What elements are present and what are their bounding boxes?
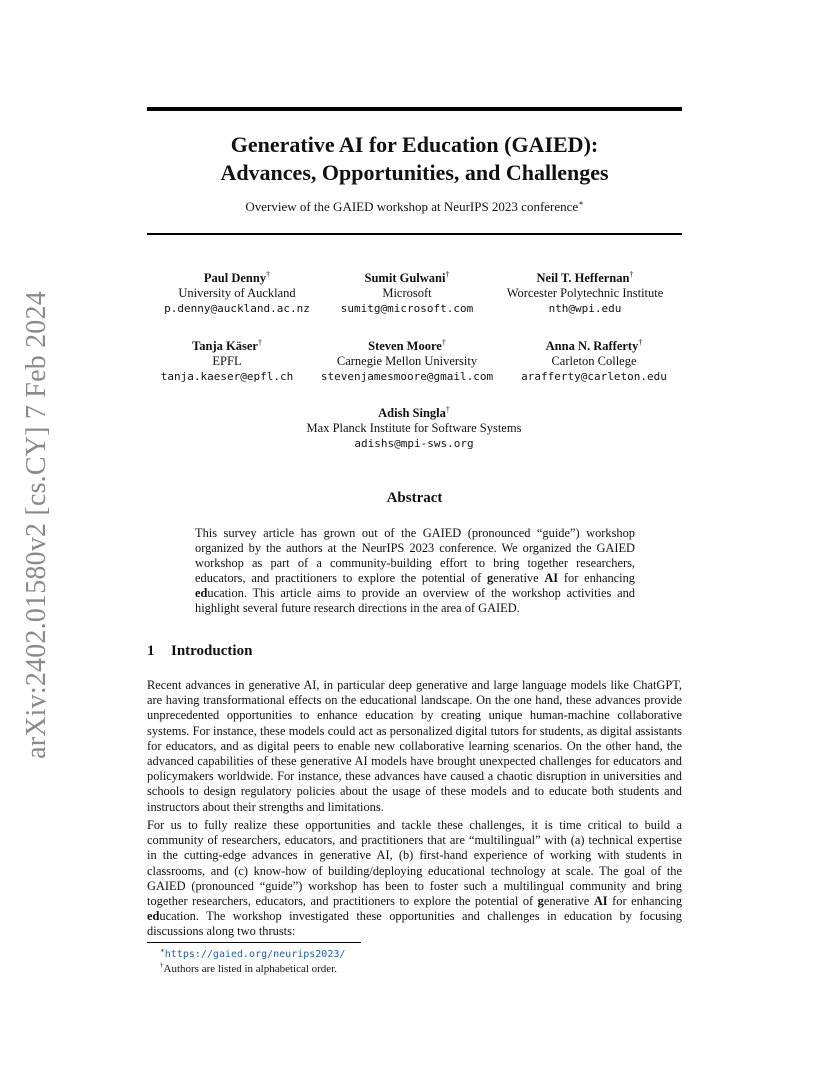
workshop-url-link[interactable]: https://gaied.org/neurips2023/ [164,949,346,960]
dagger-mark: † [629,269,634,279]
abstract-emph: g [487,571,494,585]
author-name: Anna N. Rafferty [545,339,639,353]
subtitle-footnote-mark: ∗ [578,198,584,208]
para-text: for enhancing [607,894,683,909]
para-emph: AI [593,894,608,909]
author-affiliation: Carnegie Mellon University [336,354,478,368]
author-affiliation: EPFL [212,354,242,368]
dagger-mark: † [266,269,271,279]
dagger-mark: † [257,337,262,347]
footnote-1 [160,947,345,962]
footnote-text: Authors are listed in alphabetical order. [163,963,337,975]
author-affiliation: University of Auckland [178,286,296,300]
footnote-2 [160,962,337,976]
author-name: Paul Denny [203,271,267,285]
paper-subtitle [147,199,682,215]
abstract-emph: AI [544,571,559,585]
arxiv-stamp: arXiv:2402.01580v2 [cs.CY] 7 Feb 2024 [21,291,52,759]
author-email: adishs@mpi-sws.org [354,437,474,450]
author-name: Tanja Käser [192,339,258,353]
dagger-mark: † [445,269,450,279]
author-name: Adish Singla [378,406,446,420]
title-top-rule [147,107,682,111]
author-block [485,271,685,316]
dagger-mark: † [441,337,446,347]
para-text: ucation. The workshop investigated these opportunities and challenges in education by focusing discussions along two thrusts: [147,909,682,939]
paper-title-line-2: Advances, Opportunities, and Challenges [220,160,609,185]
author-name: Neil T. Heffernan [536,271,630,285]
abstract-text: This survey article has grown out of the GAIED (pronounced “guide”) workshop organized by the authors at the NeurIPS 2023 conference. We organized the GAIED workshop as part of a community-building effort to bring together researchers, educators, and practitioners to explore the potential of [195,526,635,585]
footnote-mark: ∗ [160,946,165,955]
dagger-mark: † [638,337,643,347]
dagger-mark: † [445,404,450,414]
author-block [494,339,694,384]
author-block [127,339,327,384]
author-block [264,406,564,451]
author-affiliation: Worcester Polytechnic Institute [506,286,664,300]
author-name: Steven Moore [368,339,442,353]
para-emph: g [537,894,544,909]
footnote-mark: † [160,961,164,970]
author-block [307,271,507,316]
author-block [307,339,507,384]
abstract-emph: ed [195,586,208,600]
para-text: For us to fully realize these opportunities and tackle these challenges, it is time critical to build a community of researchers, educators, and practitioners that are “multilingual” with (a) technical expertise in the cutting-edge advances in generative AI, (b) first-hand experience of working with students in classrooms, and (c) know-how of building/deploying educational technology at scale. The goal of the GAIED (pronounced “guide”) workshop has been to foster such a multilingual community and bring together researchers, educators, and practitioners to explore the potential of [147,818,682,909]
abstract-body [195,526,635,616]
section-number: 1 [147,643,155,659]
author-name: Sumit Gulwani [364,271,446,285]
section-heading [147,643,252,660]
abstract-text: enerative [493,571,545,585]
para-emph: ed [147,909,160,924]
author-affiliation: Carleton College [551,354,637,368]
para-text: enerative [543,894,594,909]
section-title: Introduction [171,643,253,659]
abstract-text: ucation. This article aims to provide an overview of the workshop activities and highlight several future research directions in the area of GAIED. [195,586,635,615]
author-email: tanja.kaeser@epfl.ch [160,370,294,383]
author-email: p.denny@auckland.ac.nz [164,302,310,315]
footnote-rule [147,942,361,943]
author-email: stevenjamesmoore@gmail.com [320,370,494,383]
subtitle-text: Overview of the GAIED workshop at NeurIPS 2023 conference [245,199,579,214]
title-bottom-rule [147,233,682,235]
intro-paragraph-2 [147,818,682,940]
author-email: arafferty@carleton.edu [521,370,667,383]
author-affiliation: Microsoft [382,286,432,300]
paper-title-line-1: Generative AI for Education (GAIED): [230,132,599,157]
abstract-text: for enhancing [558,571,636,585]
intro-paragraph-1: Recent advances in generative AI, in particular deep generative and large language models like ChatGPT, are having transformational effects on the educational landscape. On the one hand, these advances provide unprecedented opportunities to enhance education by creating unique human-machine collaborative systems. For instance, these models could act as personalized digital tutors for students, as digital assistants for educators, and as digital peers to enable new collaborative learning scenarios. On the other hand, the advanced capabilities of these generative AI models have brought unexpected challenges for educators and policymakers worldwide. For instance, these advances have caused a chaotic disruption in universities and schools to design regulatory policies about the usage of these models and to educate both students and instructors about their strengths and limitations. [147,678,682,814]
author-email: nth@wpi.edu [548,302,622,315]
abstract-heading: Abstract [386,490,443,506]
author-email: sumitg@microsoft.com [340,302,474,315]
author-affiliation: Max Planck Institute for Software Systems [306,421,522,435]
